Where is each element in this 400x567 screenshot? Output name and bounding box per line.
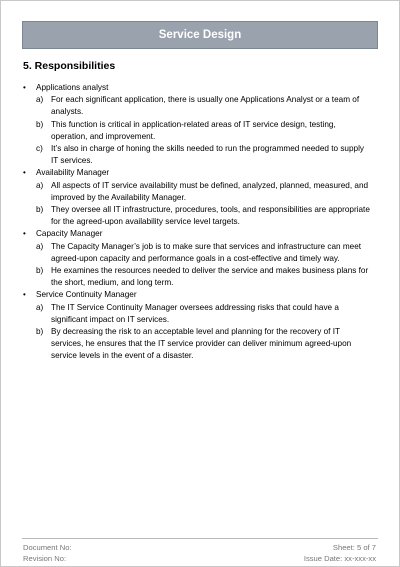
revision-number: Revision No: (23, 554, 67, 563)
item-marker: c) (36, 144, 43, 154)
item-marker: a) (36, 180, 44, 190)
role-entry (23, 228, 373, 240)
responsibility-item (23, 302, 373, 326)
item-text: The Capacity Manager’s job is to make sure that services and infrastructure can meet agreed-upon capacity and performance goals in a cost-effective and timely way. (51, 241, 362, 263)
item-text: It’s also in charge of honing the skills needed to run the programmed needed to supply IT services. (51, 144, 364, 166)
role-entry (23, 289, 373, 301)
item-text: They oversee all IT infrastructure, procedures, tools, and responsibilities are appropriate for the agreed-upon availability service level targets. (51, 205, 370, 227)
header-banner (22, 21, 378, 49)
bullet-icon: • (23, 229, 26, 239)
bullet-icon: • (23, 83, 26, 92)
item-text: He examines the resources needed to deliver the service and makes business plans for the short, medium, and long term. (51, 266, 369, 288)
issue-date: Issue Date: xx-xxx-xx (303, 554, 376, 563)
responsibility-item (23, 265, 373, 289)
item-marker: a) (36, 241, 44, 251)
item-marker: b) (36, 119, 44, 129)
responsibility-item (23, 326, 373, 363)
section-heading: 5. Responsibilities (23, 60, 116, 72)
item-marker: b) (36, 266, 44, 276)
item-marker: a) (36, 302, 44, 312)
responsibility-item (23, 180, 373, 204)
responsibility-item (23, 204, 373, 228)
document-number: Document No: (23, 543, 72, 552)
role-name: Applications analyst (36, 83, 109, 92)
document-title: Service Design (158, 29, 242, 41)
item-text: This function is critical in application-related areas of IT service design, testing, operation, and improvement. (51, 119, 336, 141)
responsibility-item (23, 241, 373, 265)
item-marker: a) (36, 95, 44, 105)
item-marker: b) (36, 327, 44, 337)
item-marker: b) (36, 205, 44, 215)
role-name: Service Continuity Manager (36, 290, 137, 300)
role-entry (23, 167, 373, 179)
item-text: All aspects of IT service availability must be defined, analyzed, planned, measured, and improved by the Availability Manager. (51, 180, 369, 202)
responsibility-item (23, 94, 373, 118)
bullet-icon: • (23, 168, 26, 178)
footer-divider (22, 538, 378, 539)
responsibility-item (23, 119, 373, 143)
role-name: Capacity Manager (36, 229, 103, 239)
sheet-number: Sheet: 5 of 7 (332, 543, 376, 552)
item-text: The IT Service Continuity Manager oversees addressing risks that could have a significant impact on IT services. (51, 302, 339, 324)
item-text: By decreasing the risk to an acceptable level and planning for the recovery of IT services, he ensures that the IT service provider can deliver minimum agreed-upon service levels in the event of a disaster. (51, 327, 352, 361)
role-entry (23, 82, 373, 94)
role-name: Availability Manager (36, 168, 110, 178)
item-text: For each significant application, there is usually one Applications Analyst or a team of analysts. (51, 95, 360, 117)
bullet-icon: • (23, 290, 26, 300)
responsibilities-list (23, 82, 373, 363)
responsibility-item (23, 143, 373, 167)
